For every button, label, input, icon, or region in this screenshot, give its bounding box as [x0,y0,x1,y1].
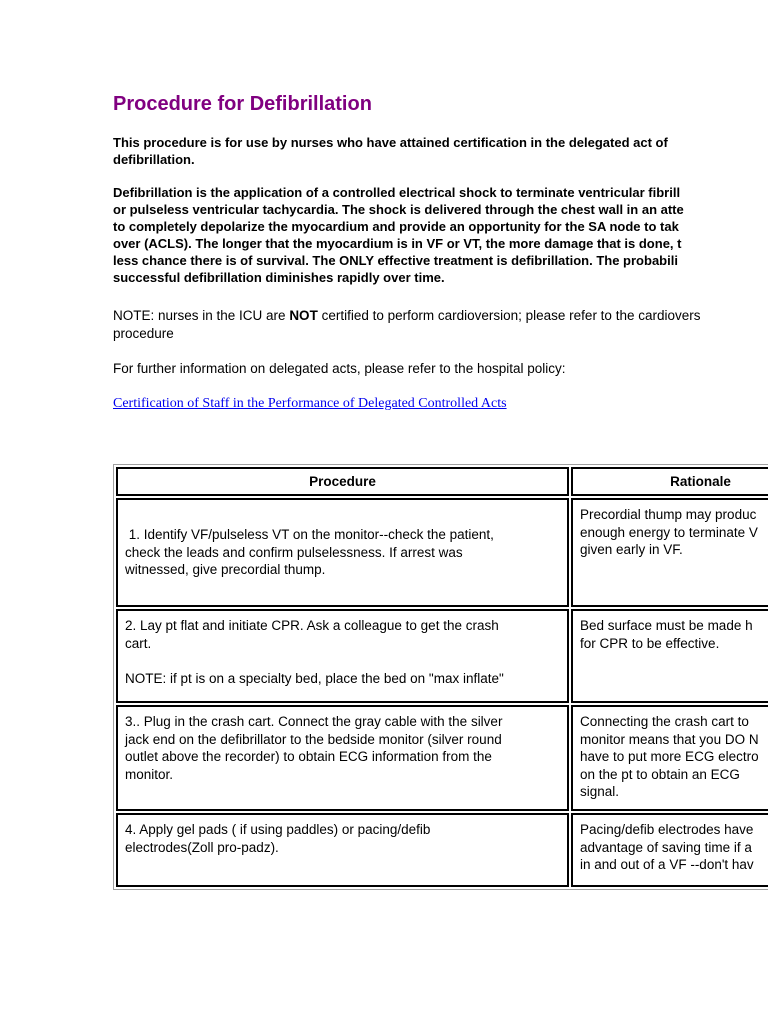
rationale-line: signal. [580,784,620,799]
policy-link[interactable]: Certification of Staff in the Performance of Delegated Controlled Acts [113,396,507,411]
definition-line: over (ACLS). The longer that the myocardium is in VF or VT, the more damage that is done, t [113,236,682,251]
table-row [116,705,768,811]
table-row [116,813,768,887]
document-body [113,91,768,411]
rationale-cell [571,705,768,811]
procedure-line: electrodes(Zoll pro-padz). [125,839,279,855]
table-header-row [116,467,768,496]
procedure-cell [116,498,569,607]
note-suffix: certified to perform cardioversion; please refer to the cardiovers [317,308,701,323]
rationale-line: on the pt to obtain an ECG [580,766,740,782]
rationale-line: monitor means that you DO N [580,731,759,747]
rationale-line: have to put more ECG electro [580,749,759,764]
note-line: procedure [113,325,174,341]
cardioversion-note [113,307,701,342]
procedure-line: jack end on the defibrillator to the bedside monitor (silver round [125,731,502,747]
rationale-line: Precordial thump may produc [580,507,757,522]
procedure-line: outlet above the recorder) to obtain ECG information from the [125,749,492,764]
procedure-line: monitor. [125,766,174,782]
note-prefix: NOTE: nurses in the ICU are [113,308,290,323]
rationale-line: Connecting the crash cart to [580,714,749,729]
procedure-table [113,464,768,890]
header-procedure: Procedure [116,467,569,496]
rationale-line: given early in VF. [580,542,683,557]
rationale-line: Bed surface must be made h [580,618,753,633]
rationale-line: advantage of saving time if a [580,839,752,855]
rationale-cell [571,609,768,703]
procedure-line: 4. Apply gel pads ( if using paddles) or pacing/defib [125,822,431,837]
definition-line: to completely depolarize the myocardium and provide an opportunity for the SA node to tak [113,219,679,234]
procedure-line: 1. Identify VF/pulseless VT on the monitor--check the patient, [125,527,494,543]
procedure-cell [116,705,569,811]
rationale-cell [571,813,768,887]
header-rationale: Rationale [571,467,768,496]
note-emphasis: NOT [289,308,318,323]
procedure-line: check the leads and confirm pulselessness. If arrest was [125,544,463,560]
procedure-line: 2. Lay pt flat and initiate CPR. Ask a colleague to get the crash [125,618,499,633]
procedure-line: 3.. Plug in the crash cart. Connect the gray cable with the silver [125,714,503,729]
definition-line: successful defibrillation diminishes rapidly over time. [113,270,445,285]
further-info-text: For further information on delegated acts, please refer to the hospital policy: [113,361,566,376]
procedure-note: NOTE: if pt is on a specialty bed, place the bed on "max inflate" [125,670,504,686]
procedure-line: witnessed, give precordial thump. [125,562,326,578]
page-title: Procedure for Defibrillation [113,93,372,115]
definition-paragraph [113,184,684,286]
rationale-line: enough energy to terminate V [580,524,758,540]
intro-paragraph [113,134,668,168]
rationale-line: for CPR to be effective. [580,635,720,651]
procedure-cell [116,813,569,887]
procedure-cell [116,609,569,703]
table-row [116,498,768,607]
definition-line: or pulseless ventricular tachycardia. The shock is delivered through the chest wall in an atte [113,202,684,217]
intro-line: defibrillation. [113,152,195,167]
procedure-line: cart. [125,635,152,651]
table-row [116,609,768,703]
rationale-line: Pacing/defib electrodes have [580,822,754,837]
rationale-cell [571,498,768,607]
rationale-line: in and out of a VF --don't hav [580,857,754,872]
definition-line: Defibrillation is the application of a controlled electrical shock to terminate ventricular fibrill [113,185,681,200]
intro-line: This procedure is for use by nurses who have attained certification in the delegated act of [113,135,668,150]
definition-line: less chance there is of survival. The ONLY effective treatment is defibrillation. The probabili [113,253,678,268]
